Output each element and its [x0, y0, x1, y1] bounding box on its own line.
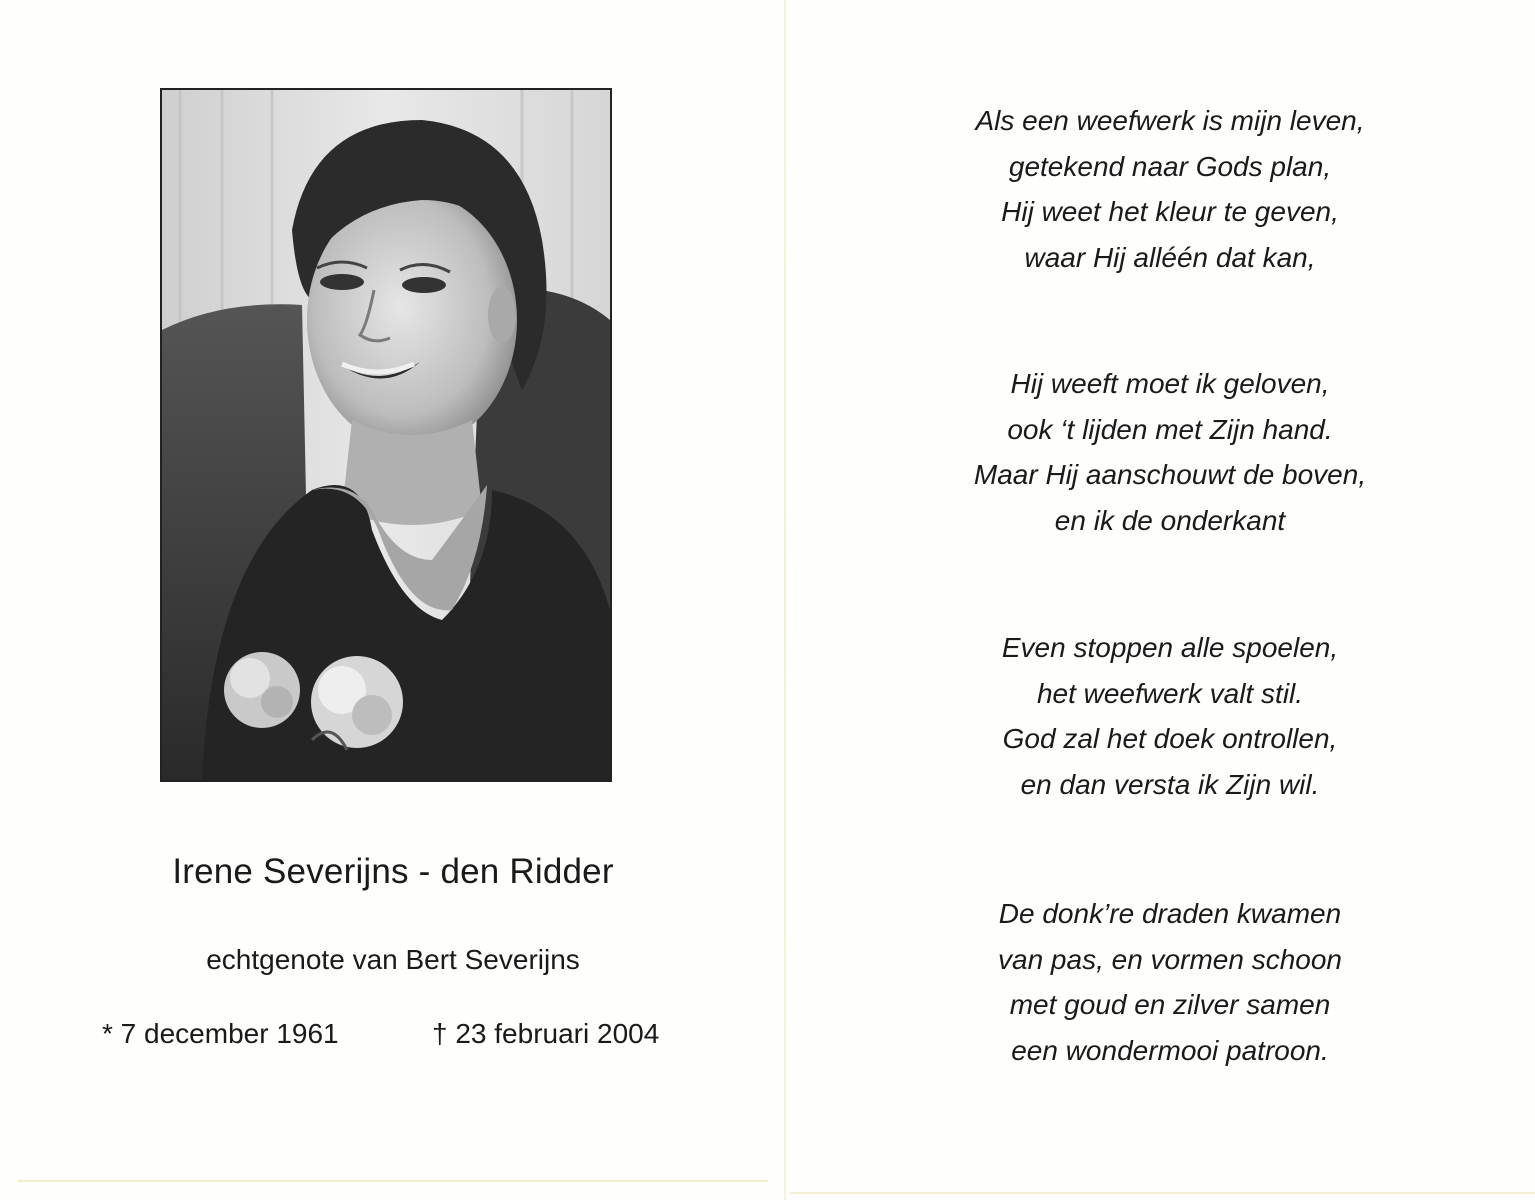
spouse-line: echtgenote van Bert Severijns — [206, 944, 580, 975]
birth-date: * 7 december 1961 — [102, 1018, 339, 1049]
poem-line: getekend naar Gods plan, — [1008, 150, 1332, 182]
poem-line: van pas, en vormen schoon — [998, 943, 1342, 975]
poem-line: Hij weeft moet ik geloven, — [1010, 368, 1330, 399]
card-edge-left — [18, 1180, 768, 1182]
poem-line: Als een weefwerk is mijn leven, — [975, 105, 1365, 136]
poem-line: Hij weet het kleur te geven, — [1001, 196, 1339, 227]
poem-stanza-2 — [880, 361, 1460, 543]
card-fold — [784, 0, 786, 1200]
poem-line: De donk’re draden kwamen — [998, 898, 1342, 929]
poem-line: God zal het doek ontrollen, — [1002, 723, 1338, 754]
death-date: † 23 februari 2004 — [432, 1018, 660, 1049]
portrait-photo-icon — [162, 90, 610, 780]
deceased-name: Irene Severijns - den Ridder — [172, 852, 614, 891]
poem-line: het weefwerk valt stil. — [1036, 677, 1304, 709]
poem-line: en dan versta ik Zijn wil. — [1020, 768, 1320, 800]
poem-line: Maar Hij aanschouwt de boven, — [973, 459, 1367, 490]
poem-line: met goud en zilver samen — [1009, 989, 1331, 1020]
poem-line: en ik de onderkant — [1054, 504, 1286, 536]
poem-line: Even stoppen alle spoelen, — [1001, 632, 1339, 663]
poem-stanza-4 — [880, 891, 1460, 1073]
portrait-photo — [160, 88, 612, 782]
poem-line: ook ‘t lijden met Zijn hand. — [1007, 413, 1333, 445]
card-edge-right — [790, 1192, 1535, 1194]
poem-stanza-1 — [880, 98, 1460, 280]
poem-stanza-3 — [880, 625, 1460, 807]
poem-line: een wondermooi patroon. — [1011, 1034, 1329, 1066]
poem-line: waar Hij alléén dat kan, — [1024, 241, 1316, 273]
